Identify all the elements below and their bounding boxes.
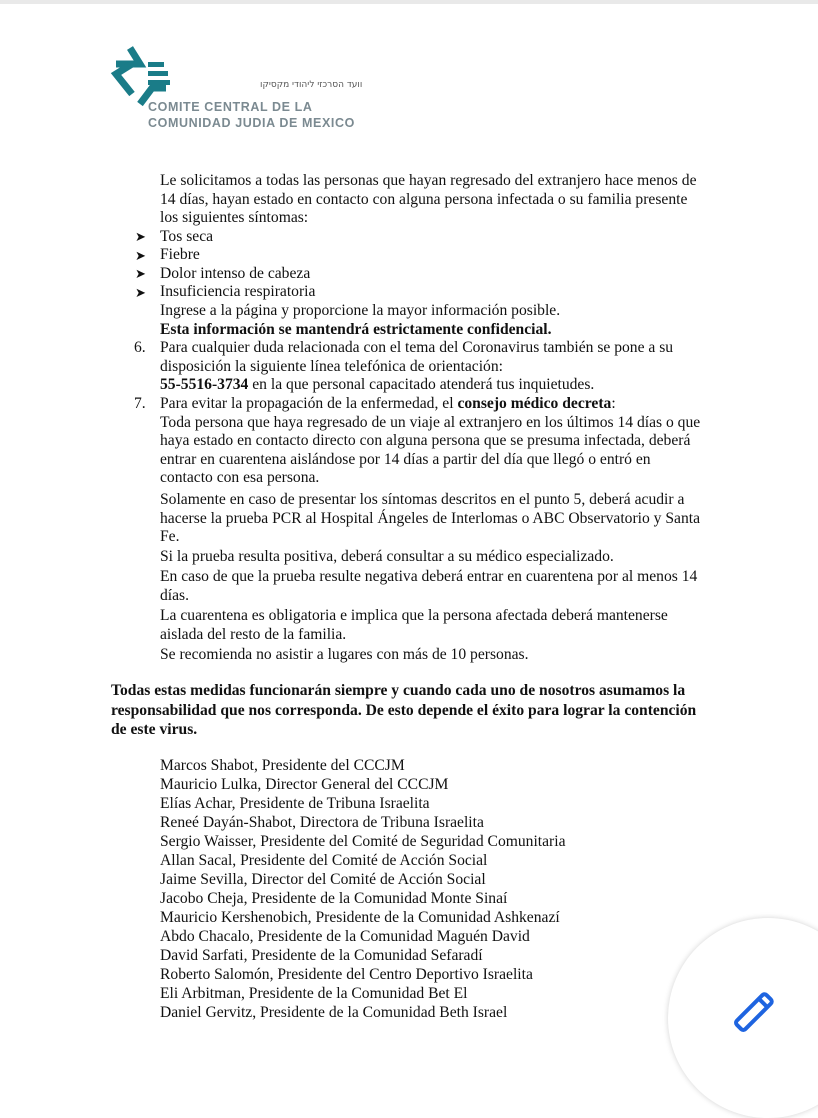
symptom-item: Fiebre: [160, 246, 200, 263]
signatory: Jaime Sevilla, Director del Comité de Acción Social: [160, 871, 486, 888]
signatory: Elías Achar, Presidente de Tribuna Israelita: [160, 795, 430, 812]
signatory: Mauricio Lulka, Director General del CCCJM: [160, 776, 449, 793]
item7-line: Fe.: [160, 528, 180, 545]
item7-line: Toda persona que haya regresado de un viaje al extranjero en los últimos 14 días o que: [160, 413, 701, 431]
signatory: Eli Arbitman, Presidente de la Comunidad Bet El: [160, 985, 468, 1002]
item7-line: La cuarentena es obligatoria e implica que la persona afectada deberá mantenerse: [160, 607, 668, 624]
symptom-item: Tos seca: [160, 227, 214, 245]
item7-line: entrar en cuarentena aislándose por 14 días a partir del día que llegó o entró en: [160, 450, 651, 468]
pencil-icon[interactable]: [726, 980, 786, 1045]
signatory: Sergio Waisser, Presidente del Comité de Seguridad Comunitaria: [160, 833, 566, 850]
organization-logo: [110, 42, 380, 142]
closing-line-1: Todas estas medidas funcionarán siempre y cuando cada uno de nosotros asumamos la: [111, 682, 686, 699]
closing-line-2: responsabilidad que nos corresponda. De esto depende el éxito para lograr la contención: [111, 701, 697, 719]
item6-line-1: Para cualquier duda relacionada con el tema del Coronavirus también se pone a su: [160, 339, 674, 356]
bullet-arrow-icon: ➤: [135, 247, 146, 263]
item7-line: días.: [160, 586, 190, 604]
medical-council-phrase: consejo médico decreta: [457, 395, 612, 412]
item7-line: hacerse la prueba PCR al Hospital Ángeles de Interlomas o ABC Observatorio y Santa: [160, 509, 701, 527]
logo-org-line-1: COMITE CENTRAL DE LA: [148, 100, 313, 114]
closing-line-3: de este virus.: [111, 721, 198, 738]
symptom-item: Dolor intenso de cabeza: [160, 264, 311, 282]
item6-line-3-rest: en la que personal capacitado atenderá tus inquietudes.: [248, 376, 595, 393]
top-bar: [0, 0, 818, 4]
signatory: Allan Sacal, Presidente del Comité de Acción Social: [160, 852, 488, 869]
bullet-arrow-icon: ➤: [135, 229, 146, 244]
item7-line-1-c: :: [611, 395, 616, 412]
intro-line-2: 14 días, hayan estado en contacto con alguna persona infectada o su familia presente: [160, 190, 688, 208]
signatory: Abdo Chacalo, Presidente de la Comunidad Maguén David: [160, 928, 530, 945]
logo-org-line-2: COMUNIDAD JUDIA DE MEXICO: [148, 116, 355, 130]
confidential-notice: Esta información se mantendrá estrictamente confidencial.: [160, 320, 552, 338]
item7-line: Solamente en caso de presentar los síntomas descritos en el punto 5, deberá acudir a: [160, 491, 685, 508]
logo-hebrew-text: וועד הסרכזי ליהודי מקסיקו: [260, 80, 363, 90]
symptom-item: Insuficiencia respiratoria: [160, 283, 316, 300]
intro-line-1: Le solicitamos a todas las personas que hayan regresado del extranjero hace menos de: [160, 172, 697, 189]
instruction-line: Ingrese a la página y proporcione la mayor información posible.: [160, 302, 561, 319]
bullet-arrow-icon: ➤: [135, 284, 146, 300]
bullet-arrow-icon: ➤: [135, 266, 146, 281]
item6-line-2: disposición la siguiente línea telefónica de orientación:: [160, 357, 503, 375]
signatory: Marcos Shabot, Presidente del CCCJM: [160, 757, 405, 774]
item7-line: aislada del resto de la familia.: [160, 625, 347, 643]
item7-line-1: [160, 395, 616, 413]
signatory: Daniel Gervitz, Presidente de la Comunidad Beth Israel: [160, 1004, 508, 1021]
item6-line-3: [160, 376, 594, 394]
item7-line: contacto con esa persona.: [160, 469, 320, 486]
item7-line: En caso de que la prueba resulte negativa deberá entrar en cuarentena por al menos 14: [160, 568, 698, 585]
phone-number: 55-5516-3734: [160, 376, 249, 393]
item7-line: haya estado en contacto directo con alguna persona que se presuma infectada, deberá: [160, 432, 691, 449]
item7-line: Se recomienda no asistir a lugares con más de 10 personas.: [160, 646, 529, 663]
item7-line-1-a: Para evitar la propagación de la enfermedad, el: [160, 395, 458, 412]
item-number-6: 6.: [134, 339, 146, 356]
signatory: David Sarfati, Presidente de la Comunidad Sefaradí: [160, 947, 483, 964]
intro-line-3: los siguientes síntomas:: [160, 209, 309, 226]
signatory: Roberto Salomón, Presidente del Centro Deportivo Israelita: [160, 966, 533, 983]
item7-line: Si la prueba resulta positiva, deberá consultar a su médico especializado.: [160, 548, 614, 565]
signatory: Reneé Dayán-Shabot, Directora de Tribuna Israelita: [160, 814, 484, 831]
item-number-7: 7.: [134, 395, 146, 412]
signatory: Mauricio Kershenobich, Presidente de la Comunidad Ashkenazí: [160, 909, 560, 926]
signatory: Jacobo Cheja, Presidente de la Comunidad Monte Sinaí: [160, 890, 508, 907]
